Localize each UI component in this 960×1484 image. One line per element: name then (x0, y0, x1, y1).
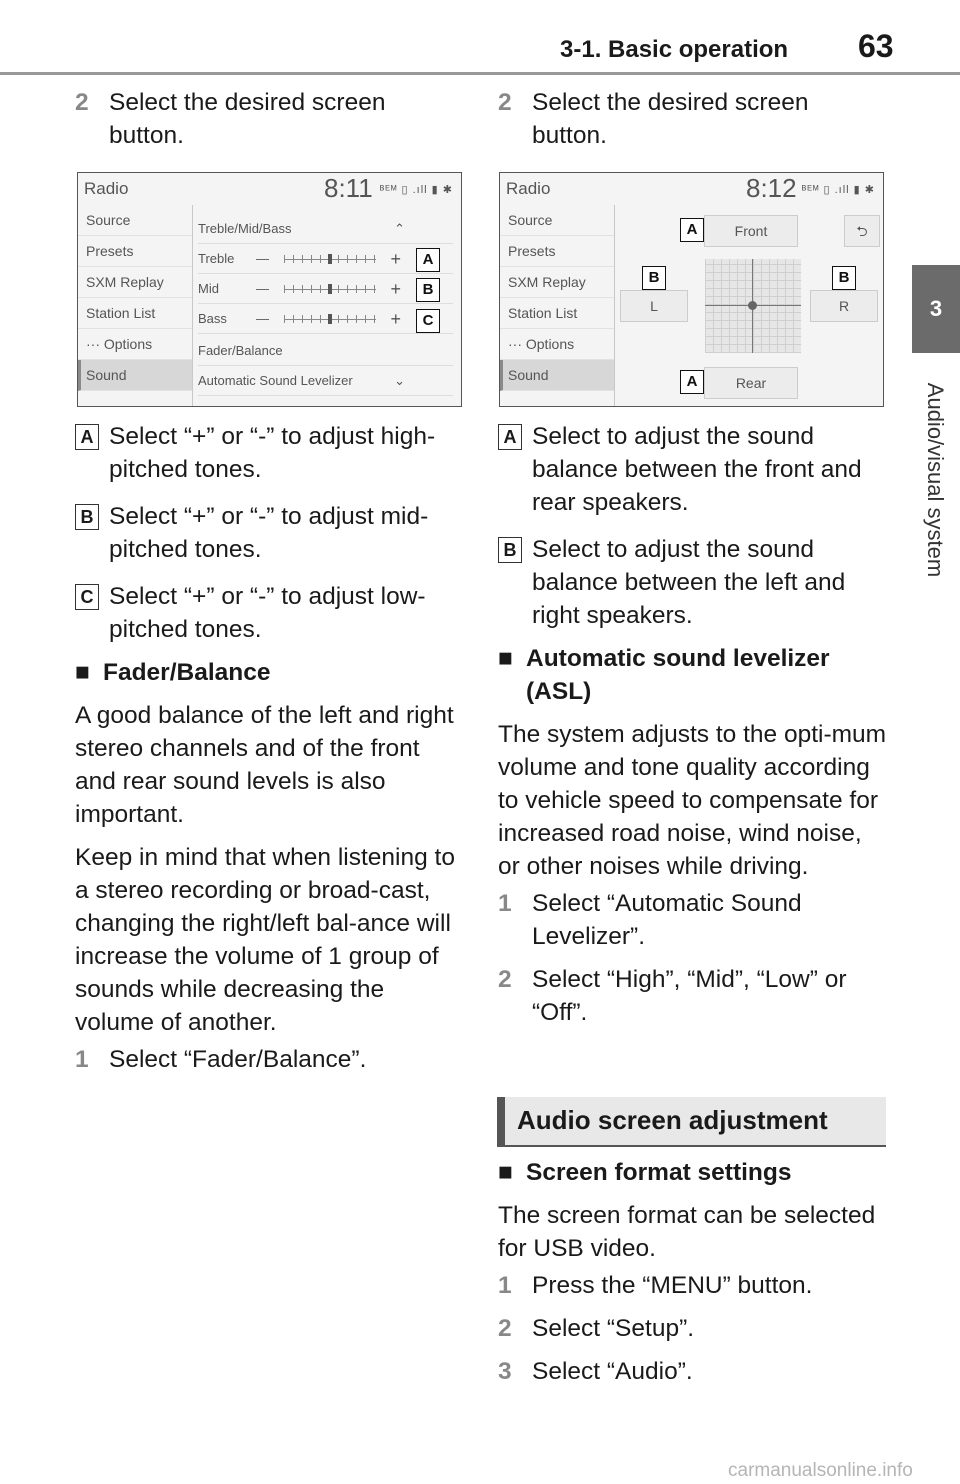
row-label: Bass (198, 311, 227, 326)
left-callouts (75, 420, 460, 1076)
callout-a (75, 420, 460, 486)
screen-divider (614, 205, 615, 406)
callout-badge-b: B (416, 278, 440, 302)
treble-row (198, 245, 453, 274)
watermark: carmanualsonline.info (728, 1460, 913, 1481)
callout-badge-a: A (680, 218, 704, 242)
section-title: Screen format settings (526, 1159, 792, 1186)
screen-format-heading (498, 1156, 888, 1189)
step-number: 1 (75, 1046, 89, 1073)
menu-source[interactable]: Source (78, 205, 192, 236)
screen-format-section (498, 1156, 888, 1388)
callout-b (498, 533, 888, 632)
step-text: Select “Audio”. (532, 1358, 693, 1385)
step-number: 1 (498, 890, 512, 917)
step-number: 2 (498, 966, 512, 993)
asl-heading (498, 642, 888, 708)
callout-text: Select to adjust the sound balance between the left and right speakers. (532, 536, 846, 629)
step-number: 2 (498, 1315, 512, 1342)
menu-station-list[interactable]: Station List (78, 298, 192, 329)
row-label: Mid (198, 281, 219, 296)
menu-presets[interactable]: Presets (78, 236, 192, 267)
callout-text: Select “+” or “-” to adjust low-pitched tones. (109, 583, 426, 643)
section-marker: ■ (498, 645, 513, 672)
screen-menu (78, 205, 192, 391)
treble-mid-bass-header[interactable] (198, 215, 453, 244)
heading-rule (497, 1145, 886, 1147)
menu-station-list[interactable]: Station List (500, 298, 614, 329)
fader-step-1 (75, 1043, 460, 1076)
step-text: Select “High”, “Mid”, “Low” or “Off”. (532, 966, 847, 1026)
section-header: 3-1. Basic operation (560, 36, 789, 63)
fader-balance-heading (75, 656, 460, 689)
menu-sound[interactable]: Sound (500, 360, 614, 391)
section-title: Automatic sound levelizer (ASL) (526, 645, 830, 705)
menu-presets[interactable]: Presets (500, 236, 614, 267)
screen-menu (500, 205, 614, 391)
asl-para: The system adjusts to the opti-mum volume and tone quality according to vehicle speed to compensate for increased road noise, wind noise, or other noises while driving. (498, 721, 887, 880)
section-marker: ■ (75, 659, 90, 686)
row-label: Treble (198, 251, 235, 266)
front-button[interactable]: Front (704, 215, 798, 247)
menu-sxm-replay[interactable]: SXM Replay (78, 267, 192, 298)
step-text: Press the “MENU” button. (532, 1272, 813, 1299)
step-text: Select “Automatic Sound Levelizer”. (532, 890, 802, 950)
tone-screen (77, 172, 462, 407)
fader-para-1: A good balance of the left and right stereo channels and of the front and rear sound levels is also important. (75, 702, 454, 828)
menu-sxm-replay[interactable]: SXM Replay (500, 267, 614, 298)
header-rule (0, 72, 960, 75)
right-step2 (498, 86, 883, 152)
plus-button[interactable]: + (390, 279, 401, 299)
screen-title: Radio (84, 179, 129, 198)
format-step-3 (498, 1355, 888, 1388)
callout-badge-a-rear: A (680, 370, 704, 394)
callout-badge-b: B (642, 266, 666, 290)
callout-b (75, 500, 460, 566)
minus-button[interactable]: — (256, 281, 269, 296)
rear-button[interactable]: Rear (704, 367, 798, 399)
callout-badge-a: A (416, 248, 440, 272)
mid-row (198, 275, 453, 304)
format-step-1 (498, 1269, 888, 1302)
fader-balance-row[interactable]: Fader/Balance (198, 337, 453, 366)
minus-button[interactable]: — (256, 251, 269, 266)
step-number: 1 (498, 1272, 512, 1299)
audio-screen-adjustment-heading: Audio screen adjustment (497, 1097, 886, 1145)
menu-sound[interactable]: Sound (78, 360, 192, 391)
menu-options[interactable]: ··· Options (78, 329, 192, 360)
step-number: 2 (75, 89, 89, 116)
fader-para-2: Keep in mind that when listening to a stereo recording or broad-cast, changing the right/left bal-ance will increase the volume of 1 group of sounds while decreasing the volume of another. (75, 844, 455, 1036)
level-scale (284, 259, 376, 260)
left-button[interactable]: L (620, 290, 688, 322)
callout-badge: C (75, 584, 99, 610)
screen-title: Radio (506, 179, 551, 198)
right-callouts (498, 420, 888, 1029)
chapter-tab: 3 (912, 265, 960, 353)
step-number: 3 (498, 1358, 512, 1385)
callout-a (498, 420, 888, 519)
bass-row (198, 305, 453, 334)
fader-screen (499, 172, 884, 407)
balance-grid[interactable] (705, 259, 801, 353)
status-icons: ᴮᴱᴹ ▯ .ıll ▮ ✱ (379, 184, 453, 196)
page-number: 63 (858, 28, 894, 64)
section-marker: ■ (498, 1159, 513, 1186)
screen-format-para: The screen format can be selected for USB video. (498, 1202, 876, 1262)
screen-divider (192, 205, 193, 406)
callout-c (75, 580, 460, 646)
asl-step-1 (498, 887, 888, 953)
asl-step-2 (498, 963, 888, 1029)
plus-button[interactable]: + (390, 309, 401, 329)
callout-text: Select “+” or “-” to adjust mid-pitched tones. (109, 503, 429, 563)
chevron-up-icon: ⌃ (394, 221, 405, 236)
callout-badge: B (75, 504, 99, 530)
minus-button[interactable]: — (256, 311, 269, 326)
back-icon[interactable]: ⮌ (844, 215, 880, 247)
asl-row[interactable] (198, 367, 453, 396)
callout-badge: B (498, 537, 522, 563)
callout-text: Select “+” or “-” to adjust high-pitched tones. (109, 423, 436, 483)
section-title: Fader/Balance (103, 659, 271, 686)
menu-options[interactable]: ··· Options (500, 329, 614, 360)
step-text: Select the desired screen button. (109, 89, 386, 149)
level-scale (284, 319, 376, 320)
chevron-down-icon: ⌄ (394, 373, 405, 388)
balance-point-icon[interactable] (748, 301, 757, 310)
asl-label: Automatic Sound Levelizer (198, 373, 353, 388)
panel-header-label: Treble/Mid/Bass (198, 221, 292, 236)
step-number: 2 (498, 89, 512, 116)
callout-badge: A (75, 424, 99, 450)
screen-clock: 8:12 (746, 173, 797, 203)
callout-badge-c: C (416, 309, 440, 333)
menu-source[interactable]: Source (500, 205, 614, 236)
screen-clock: 8:11 (324, 173, 373, 203)
callout-badge: A (498, 424, 522, 450)
left-step2 (75, 86, 460, 152)
step-text: Select the desired screen button. (532, 89, 809, 149)
level-scale (284, 289, 376, 290)
callout-badge-b-right: B (832, 266, 856, 290)
right-button[interactable]: R (810, 290, 878, 322)
callout-text: Select to adjust the sound balance between the front and rear speakers. (532, 423, 862, 516)
format-step-2 (498, 1312, 888, 1345)
status-icons: ᴮᴱᴹ ▯ .ıll ▮ ✱ (801, 184, 875, 196)
chapter-side-label: Audio/visual system (923, 382, 948, 578)
step-text: Select “Setup”. (532, 1315, 695, 1342)
step-text: Select “Fader/Balance”. (109, 1046, 367, 1073)
plus-button[interactable]: + (390, 249, 401, 269)
